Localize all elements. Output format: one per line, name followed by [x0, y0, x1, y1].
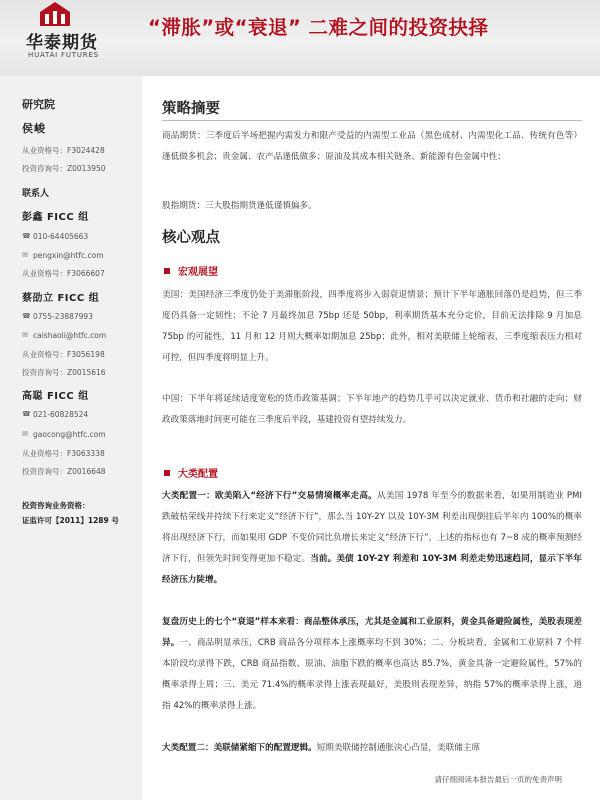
- alloc-paragraph-3: [162, 738, 582, 762]
- divider: [162, 120, 582, 121]
- contact-group: 彭鑫 FICC 组: [22, 212, 89, 223]
- brand-name-en: HUATAI FUTURES: [28, 51, 99, 59]
- contact-email[interactable]: [22, 430, 106, 439]
- alloc-2-text: 一、商品明显承压，CRB 商品各分项样本上涨概率均不到 30%；二、分板块看，金属和工业原料 7 个样本阶段均录得下跌，CRB 商品指数、原油、油脂下跌的概率也高达 85.7%，黄金具备一定避险属性，57%的概率录得上周；三、美元 71.4%的概率录得上涨表现最好，美股则表现差异，纳指 57%的概率录得上涨，道指 42%的概率录得上涨。: [162, 638, 582, 711]
- sidebar-section-title: 研究院: [22, 98, 55, 111]
- macro-title: 宏观展望: [178, 267, 218, 278]
- email-address[interactable]: caishaoli@htfc.com: [33, 331, 107, 340]
- qualification-title: 投资咨询业务资格：: [22, 501, 90, 510]
- contact-cert: 从业资格号：F3063338: [22, 449, 105, 458]
- alloc-title: 大类配置: [178, 469, 218, 480]
- core-heading: 核心观点: [162, 230, 220, 246]
- alloc-3-text: 短期美联储控制通胀决心凸显，美联储主席: [316, 743, 480, 753]
- summary-commodity: 商品期货：三季度后半场把握内需发力和限产受益的内需型工业品（黑色成材、内需型化工品、传统有色等）逢低做多机会；贵金属、农产品逢低做多；原油及其成本相关链条、新能源有色金属中性；: [162, 131, 582, 162]
- summary-index: 股指期货：三大股指期货逢低谨慎偏多。: [162, 201, 317, 211]
- macro-us: 美国：美国经济三季度仍处于美滞胀阶段，四季度将步入弱衰退情景；预计下半年通胀回落仍是趋势，但三季度仍具备一定韧性；不论 7 月最终加息 75bp 还是 50bp，利率期货基本充分定价，目前无法排除 9 月加息 75bp 的可能性，11 月和 12 月则大概率如期加息 25bp；此外，相对美联储上轮缩表，三季度缩表压力相对可控，但四季度将明显上升。: [162, 290, 582, 363]
- alloc-subheading: [164, 465, 218, 480]
- contact-email[interactable]: [22, 331, 106, 340]
- qualification-license: 证监许可【2011】1289 号: [22, 516, 119, 525]
- alloc-1-bold-2: 当前。美债 10Y-2Y 利差和 10Y-3M 利差走势迅速趋同，显示下半年经济压力陡增。: [162, 554, 582, 585]
- phone-number: 021-60828524: [33, 410, 89, 419]
- contact-cert: 从业资格号：F3056198: [22, 350, 105, 359]
- phone-number: 010-64405663: [33, 232, 89, 241]
- alloc-2-bold: 复盘历史上的七个“衰退”样本来看：商品整体承压，尤其是金属和工业原料，黄金具备避险属性，美股表现差异。: [162, 617, 582, 648]
- contact-group: 蔡劭立 FICC 组: [22, 293, 100, 304]
- bullet-square-icon: [164, 268, 170, 274]
- contact-email[interactable]: [22, 251, 104, 260]
- report-title: “滞胀”或“衰退” 二难之间的投资抉择: [148, 16, 489, 39]
- phone-number: 0755-23887993: [33, 312, 93, 321]
- alloc-1-bold: 大类配置一：欧美陷入“经济下行”交易情境概率走高。: [162, 491, 378, 501]
- logo-mark-icon: [40, 2, 70, 26]
- contact-phone: [22, 312, 93, 321]
- contact-phone: [22, 232, 88, 241]
- email-icon: ✉: [22, 331, 28, 339]
- company-logo: [22, 2, 122, 68]
- macro-subheading: [164, 263, 218, 278]
- contact-cert: 从业资格号：F3066607: [22, 269, 105, 278]
- email-icon: ✉: [22, 430, 28, 438]
- email-address[interactable]: gaocong@htfc.com: [33, 430, 106, 439]
- phone-icon: ☎: [22, 410, 31, 418]
- alloc-paragraph-1: [162, 486, 582, 591]
- alloc-3-bold: 大类配置二：美联储紧缩下的配置逻辑。: [162, 743, 317, 753]
- footer-disclaimer: 请仔细阅读本报告最后一页的免责声明: [434, 775, 562, 784]
- phone-icon: ☎: [22, 312, 31, 320]
- alloc-1-text: 从美国 1978 年至今的数据来看，如果用制造业 PMI 跌破枯荣线并持续下行来定义“经济下行”，那么当 10Y-2Y 以及 10Y-3M 利差出现倒挂后半年内 100%的概率将出现经济下行，而如果用 GDP 不变价同比负增长来定义“经济下行”，上述的指标也有 7~8 成的概率预测经济下行，但领先时间变得更加不稳定。: [162, 491, 582, 564]
- report-header: [0, 0, 600, 76]
- bullet-square-icon: [164, 470, 170, 476]
- contacts-title: 联系人: [22, 189, 50, 199]
- contact-phone: [22, 410, 88, 419]
- analyst-name: 侯峻: [22, 122, 46, 135]
- contact-advisor: 投资咨询号：Z0015616: [22, 368, 106, 377]
- email-icon: ✉: [22, 251, 28, 259]
- analyst-cert: 从业资格号：F3024428: [22, 146, 105, 155]
- contact-group: 高聪 FICC 组: [22, 391, 89, 402]
- contact-advisor: 投资咨询号：Z0016648: [22, 467, 106, 476]
- summary-heading: 策略摘要: [162, 101, 220, 117]
- macro-cn: 中国：下半年将延续适度宽松的货币政策基调；下半年地产的趋势几乎可以决定就业、货币和社融的走向；财政政策落地时间更可能在三季度后半段，基建投资有望持续发力。: [162, 394, 582, 425]
- email-address[interactable]: pengxin@htfc.com: [33, 251, 104, 260]
- brand-name: 华泰期货: [26, 33, 98, 53]
- alloc-paragraph-2: [162, 612, 582, 717]
- analyst-advisor: 投资咨询号：Z0013950: [22, 164, 106, 173]
- phone-icon: ☎: [22, 232, 31, 240]
